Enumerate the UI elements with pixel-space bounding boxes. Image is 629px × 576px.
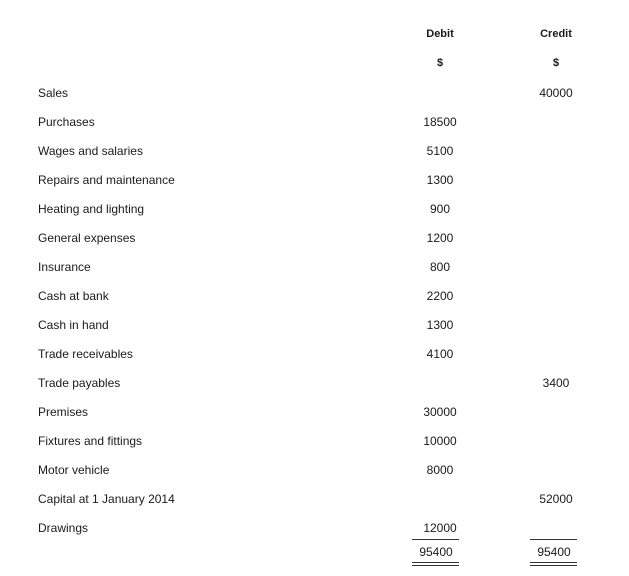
- debit-total-double-underline: [412, 562, 459, 566]
- table-row: [0, 289, 629, 307]
- credit-total: 95400: [537, 545, 571, 559]
- table-row: [0, 492, 629, 510]
- row-label: Motor vehicle: [38, 463, 110, 477]
- row-debit: 1300: [426, 173, 454, 187]
- row-debit: 900: [429, 202, 451, 216]
- table-row: [0, 463, 629, 481]
- table-row: [0, 115, 629, 133]
- table-row: [0, 231, 629, 249]
- row-label: Trade receivables: [38, 347, 133, 361]
- debit-column-header: Debit: [426, 28, 454, 40]
- debit-currency-label: $: [436, 57, 444, 69]
- row-label: Purchases: [38, 115, 95, 129]
- table-row: [0, 318, 629, 336]
- row-label: Fixtures and fittings: [38, 434, 143, 448]
- table-row: [0, 260, 629, 278]
- table-row: [0, 173, 629, 191]
- debit-subtotal-rule: [412, 539, 459, 540]
- table-row: [0, 434, 629, 452]
- table-row: [0, 521, 629, 539]
- row-label: General expenses: [38, 231, 136, 245]
- row-debit: 800: [429, 260, 451, 274]
- row-credit: 40000: [539, 86, 573, 100]
- credit-total-double-underline: [530, 562, 577, 566]
- table-row: [0, 144, 629, 162]
- row-debit: 5100: [426, 144, 454, 158]
- row-label: Cash in hand: [38, 318, 109, 332]
- credit-currency-label: $: [552, 57, 560, 69]
- row-label: Wages and salaries: [38, 144, 143, 158]
- table-row: [0, 405, 629, 423]
- row-label: Heating and lighting: [38, 202, 145, 216]
- table-row: [0, 86, 629, 104]
- credit-column-header: Credit: [540, 28, 572, 40]
- row-debit: 12000: [423, 521, 457, 535]
- row-debit: 10000: [423, 434, 457, 448]
- row-label: Capital at 1 January 2014: [38, 492, 175, 506]
- debit-total: 95400: [419, 545, 453, 559]
- row-debit: 30000: [423, 405, 457, 419]
- row-debit: 1200: [426, 231, 454, 245]
- table-row: [0, 202, 629, 220]
- row-debit: 8000: [426, 463, 454, 477]
- row-label: Insurance: [38, 260, 91, 274]
- row-debit: 1300: [426, 318, 454, 332]
- row-label: Sales: [38, 86, 69, 100]
- credit-subtotal-rule: [530, 539, 577, 540]
- row-debit: 2200: [426, 289, 454, 303]
- row-debit: 4100: [426, 347, 454, 361]
- row-label: Trade payables: [38, 376, 121, 390]
- row-debit: 18500: [423, 115, 457, 129]
- row-label: Cash at bank: [38, 289, 109, 303]
- table-row: [0, 376, 629, 394]
- row-label: Premises: [38, 405, 89, 419]
- row-credit: 52000: [539, 492, 573, 506]
- row-label: Drawings: [38, 521, 89, 535]
- table-row: [0, 347, 629, 365]
- row-credit: 3400: [542, 376, 570, 390]
- row-label: Repairs and maintenance: [38, 173, 175, 187]
